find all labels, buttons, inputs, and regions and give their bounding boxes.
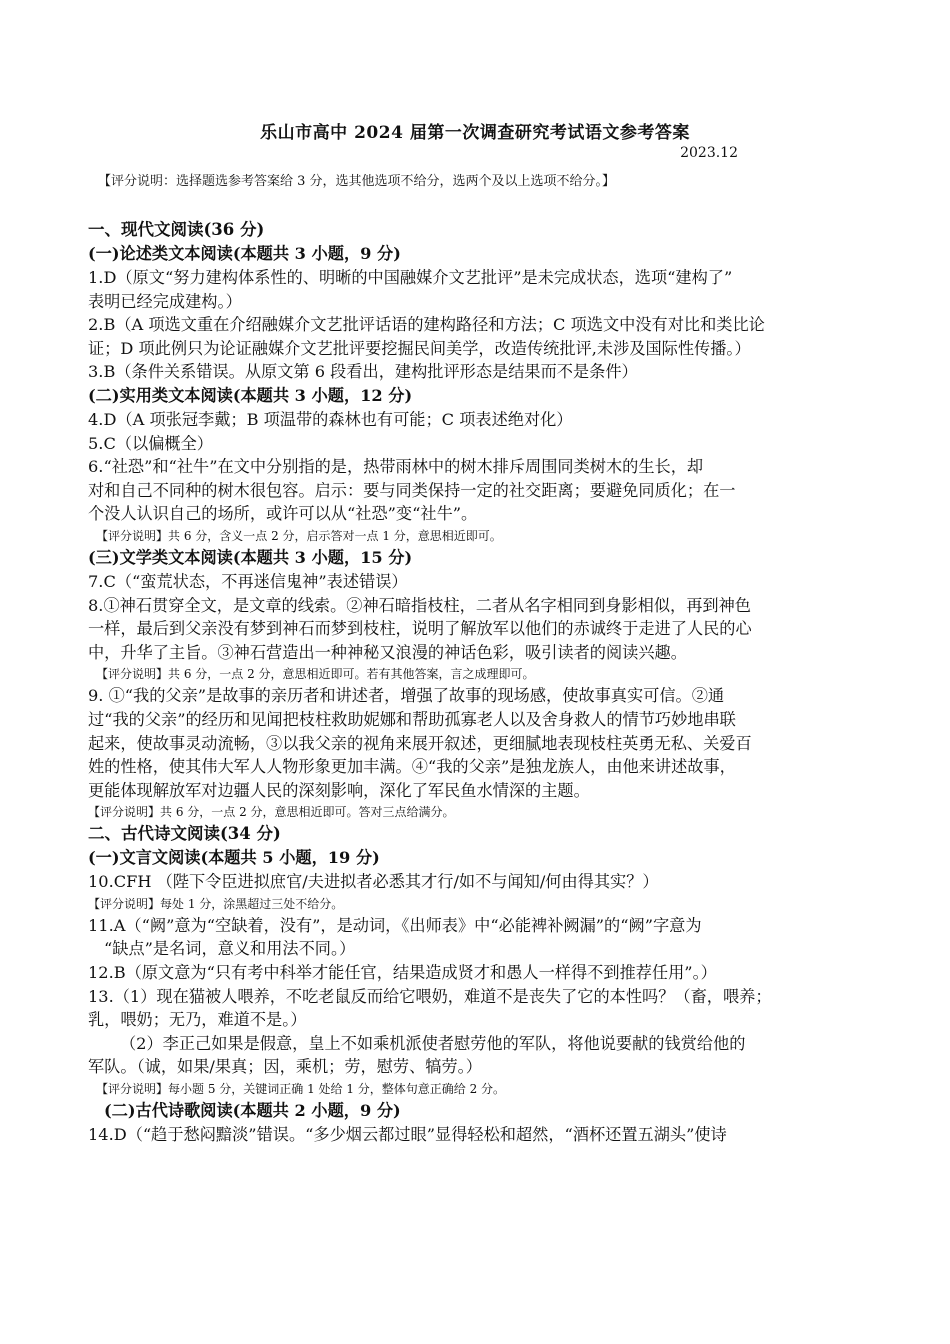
answer-line: 一样，最后到父亲没有梦到神石而梦到枝柱，说明了解放军以他们的赤诚终于走进了人民的心 <box>88 619 752 639</box>
document-date: 2023.12 <box>680 145 738 161</box>
answer-line: 乳，喂奶；无乃，难道不是。） <box>88 1010 307 1030</box>
answer-line: 5.C（以偏概全） <box>88 433 213 453</box>
scoring-note-top: 【评分说明：选择题选参考答案给 3 分，选其他选项不给分，选两个及以上选项不给分。】 <box>98 174 616 189</box>
subsection-heading: (三)文学类文本阅读(本题共 3 小题，15 分) <box>88 547 413 567</box>
scoring-note: 【评分说明】共 6 分，一点 2 分，意思相近即可。若有其他答案，言之成理即可。 <box>96 667 535 682</box>
answer-line: 14.D（“趋于愁闷黯淡”错误。“多少烟云都过眼”显得轻松和超然，“酒杯还置五湖头”使诗 <box>88 1125 727 1145</box>
document-title: 乐山市高中 2024 届第一次调查研究考试语文参考答案 <box>260 123 690 143</box>
answer-line: “缺点”是名词，意义和用法不同。） <box>104 939 356 959</box>
answer-line: 8.①神石贯穿全文，是文章的线索。②神石暗指枝柱，二者从名字相同到身影相似，再到神色 <box>88 595 751 615</box>
answer-line: 过“我的父亲”的经历和见闻把枝柱救助妮娜和帮助孤寡老人以及舍身救人的情节巧妙地串联 <box>88 709 736 729</box>
answer-line: 6.“社恐”和“社牛”在文中分别指的是，热带雨林中的树木排斥周围同类树木的生长，却 <box>88 457 704 477</box>
subsection-heading: (二)实用类文本阅读(本题共 3 小题，12 分) <box>88 385 413 405</box>
answer-line: 1.D（原文“努力建构体系性的、明晰的中国融媒介文艺批评”是未完成状态，选项“建构了” <box>88 268 733 287</box>
answer-line: 13.（1）现在猫被人喂养，不吃老鼠反而给它喂奶，难道不是丧失了它的本性吗？（畜，喂养； <box>88 986 772 1006</box>
subsection-heading: (一)文言文阅读(本题共 5 小题，19 分) <box>88 848 380 868</box>
answer-line: 9. ①“我的父亲”是故事的亲历者和讲述者，增强了故事的现场感，使故事真实可信。②通 <box>88 686 725 706</box>
answer-line: 12.B（原文意为“只有考中科举才能任官，结果造成贤才和愚人一样得不到推荐任用”。） <box>88 963 717 983</box>
scoring-note: 【评分说明】共 6 分，含义一点 2 分，启示答对一点 1 分，意思相近即可。 <box>96 528 502 543</box>
answer-content <box>88 218 878 1147</box>
scoring-note: 【评分说明】共 6 分，一点 2 分，意思相近即可。答对三点给满分。 <box>88 805 455 820</box>
scoring-note: 【评分说明】每处 1 分，涂黑超过三处不给分。 <box>88 896 344 911</box>
answer-line: 7.C（“蛮荒状态，不再迷信鬼神”表述错误） <box>88 571 408 591</box>
answer-line: 起来，使故事灵动流畅，③以我父亲的视角来展开叙述，更细腻地表现枝柱英勇无私、关爱百 <box>88 733 752 753</box>
answer-line: 证；D 项此例只为论证融媒介文艺批评要挖掘民间美学，改造传统批评,未涉及国际性传播。） <box>88 338 751 358</box>
scoring-note: 【评分说明】每小题 5 分，关键词正确 1 处给 1 分，整体句意正确给 2 分。 <box>96 1082 506 1097</box>
answer-line: 表明已经完成建构。） <box>88 291 242 311</box>
answer-line: 更能体现解放军对边疆人民的深刻影响，深化了军民鱼水情深的主题。 <box>88 780 590 800</box>
answer-line: 4.D（A 项张冠李戴；B 项温带的森林也有可能；C 项表述绝对化） <box>88 409 573 429</box>
answer-line: （2）李正己如果是假意，皇上不如乘机派使者慰劳他的军队，将他说要献的钱赏给他的 <box>120 1033 746 1053</box>
answer-line: 军队。（诚，如果/果真；因，乘机；劳，慰劳、犒劳。） <box>88 1057 482 1077</box>
answer-line: 对和自己不同种的树木很包容。启示：要与同类保持一定的社交距离；要避免同质化；在一 <box>88 480 736 500</box>
subsection-heading: (二)古代诗歌阅读(本题共 2 小题，9 分) <box>104 1101 401 1121</box>
answer-line: 中，升华了主旨。③神石营造出一种神秘又浪漫的神话色彩，吸引读者的阅读兴趣。 <box>88 642 687 662</box>
answer-line: 2.B（A 项选文重在介绍融媒介文艺批评话语的建构路径和方法；C 项选文中没有对比和类比论 <box>88 315 765 335</box>
subsection-heading: (一)论述类文本阅读(本题共 3 小题，9 分) <box>88 244 401 263</box>
answer-line: 3.B（条件关系错误。从原文第 6 段看出，建构批评形态是结果而不是条件） <box>88 362 638 382</box>
answer-line: 10.CFH （陛下令臣进拟庶官/夫进拟者必悉其才行/如不与闻知/何由得其实？） <box>88 872 659 892</box>
section-heading: 二、古代诗文阅读(34 分) <box>88 824 281 844</box>
answer-line: 个没人认识自己的场所，或许可以从“社恐”变“社牛”。 <box>88 504 478 524</box>
section-heading: 一、现代文阅读(36 分) <box>88 220 265 239</box>
answer-line: 姓的性格，使其伟大军人人物形象更加丰满。④“我的父亲”是独龙族人，由他来讲述故事， <box>88 757 736 777</box>
answer-line: 11.A（“阙”意为“空缺着，没有”，是动词，《出师表》中“必能裨补阙漏”的“阙”字意为 <box>88 915 702 935</box>
